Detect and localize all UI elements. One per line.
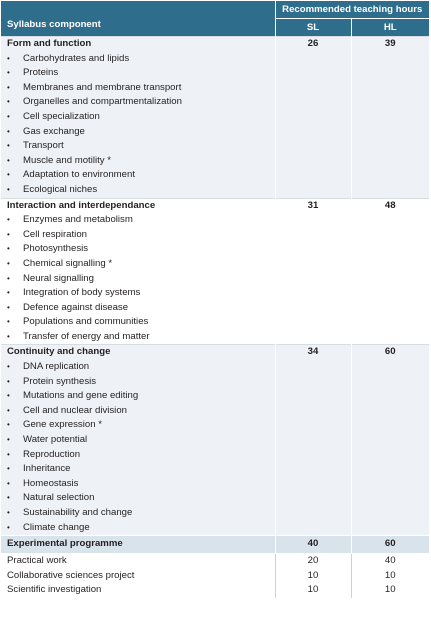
topic-row (1, 375, 429, 390)
bullet-icon: • (7, 111, 10, 121)
topic-row (1, 66, 429, 81)
topic-row (1, 213, 429, 228)
topic-label: Inheritance (23, 463, 71, 475)
topic-label: DNA replication (23, 361, 90, 373)
bullet-icon: • (7, 97, 10, 107)
header-hl: HL (351, 19, 429, 37)
topic-row (1, 389, 429, 404)
experimental-row (1, 583, 429, 598)
topic-row (1, 81, 429, 96)
topic-label: Ecological niches (23, 183, 98, 195)
topic-row (1, 242, 429, 257)
topic-row (1, 521, 429, 536)
bullet-icon: • (7, 82, 10, 92)
topic-row (1, 433, 429, 448)
bullet-icon: • (7, 522, 10, 532)
experimental-row-sl: 10 (275, 583, 351, 598)
bullet-icon: • (7, 362, 10, 372)
bullet-icon: • (7, 170, 10, 180)
topic-label: Cell respiration (23, 228, 87, 240)
bullet-icon: • (7, 449, 10, 459)
topic-row (1, 315, 429, 330)
topic-row (1, 491, 429, 506)
topic-label: Transfer of energy and matter (23, 330, 150, 342)
bullet-icon: • (7, 244, 10, 254)
experimental-row-label: Collaborative sciences project (1, 569, 275, 584)
section-continuity-and-change (1, 345, 429, 536)
section-experimental-programme (1, 536, 429, 598)
topic-label: Muscle and motility * (23, 154, 111, 166)
section-title: Form and function (1, 37, 275, 52)
bullet-icon: • (7, 391, 10, 401)
topic-label: Chemical signalling * (23, 257, 113, 269)
bullet-icon: • (7, 420, 10, 430)
bullet-icon: • (7, 273, 10, 283)
experimental-title: Experimental programme (1, 536, 275, 554)
bullet-icon: • (7, 68, 10, 78)
topic-label: Reproduction (23, 448, 81, 460)
bullet-icon: • (7, 317, 10, 327)
topic-label: Defence against disease (23, 301, 129, 313)
topic-label: Transport (23, 140, 64, 152)
bullet-icon: • (7, 258, 10, 268)
experimental-row-label: Practical work (1, 554, 275, 569)
topic-label: Proteins (23, 67, 59, 79)
topic-label: Gas exchange (23, 125, 85, 137)
section-sl-hours: 26 (275, 37, 351, 52)
topic-row (1, 448, 429, 463)
section-header-row (1, 198, 429, 213)
topic-row (1, 404, 429, 419)
section-interaction-and-interdependance (1, 198, 429, 345)
topic-label: Gene expression * (23, 419, 102, 431)
bullet-icon: • (7, 405, 10, 415)
topic-row (1, 183, 429, 198)
section-sl-hours: 31 (275, 198, 351, 213)
experimental-row-label: Scientific investigation (1, 583, 275, 598)
bullet-icon: • (7, 508, 10, 517)
topic-row (1, 110, 429, 125)
topic-label: Membranes and membrane transport (23, 81, 182, 93)
bullet-icon: • (7, 215, 10, 225)
topic-row (1, 418, 429, 433)
header-sl: SL (275, 19, 351, 37)
topic-label: Photosynthesis (23, 243, 89, 255)
bullet-icon: • (7, 155, 10, 165)
bullet-icon: • (7, 184, 10, 194)
bullet-icon: • (7, 478, 10, 488)
bullet-icon: • (7, 376, 10, 386)
bullet-icon: • (7, 229, 10, 239)
bullet-icon: • (7, 493, 10, 503)
topic-row (1, 360, 429, 375)
topic-label: Protein synthesis (23, 375, 97, 387)
header-syllabus-component: Syllabus component (1, 1, 275, 37)
section-title: Continuity and change (1, 345, 275, 360)
section-header-row (1, 37, 429, 52)
topic-row (1, 139, 429, 154)
section-title: Interaction and interdependance (1, 198, 275, 213)
topic-label: Neural signalling (23, 272, 94, 284)
topic-row (1, 272, 429, 287)
topic-label: Cell and nuclear division (23, 404, 127, 416)
topic-label: Climate change (23, 521, 90, 533)
topic-label: Natural selection (23, 492, 95, 504)
experimental-row-hl: 10 (351, 569, 429, 584)
experimental-sl-hours: 40 (275, 536, 351, 554)
section-header-row (1, 345, 429, 360)
topic-row (1, 477, 429, 492)
topic-label: Mutations and gene editing (23, 390, 139, 402)
section-hl-hours: 39 (351, 37, 429, 52)
topic-label: Water potential (23, 434, 88, 446)
syllabus-table (1, 1, 429, 598)
topic-row (1, 95, 429, 110)
section-hl-hours: 60 (351, 345, 429, 360)
table-header (1, 1, 429, 37)
bullet-icon: • (7, 53, 10, 63)
topic-row (1, 257, 429, 272)
topic-row (1, 52, 429, 67)
topic-row (1, 462, 429, 477)
topic-row (1, 286, 429, 301)
topic-row (1, 330, 429, 345)
experimental-row-sl: 10 (275, 569, 351, 584)
topic-row (1, 125, 429, 140)
experimental-row-hl: 40 (351, 554, 429, 569)
bullet-icon: • (7, 331, 10, 341)
bullet-icon: • (7, 126, 10, 136)
experimental-row (1, 569, 429, 584)
section-form-and-function (1, 37, 429, 199)
topic-row (1, 228, 429, 243)
bullet-icon: • (7, 141, 10, 151)
bullet-icon: • (7, 464, 10, 474)
experimental-row-sl: 20 (275, 554, 351, 569)
experimental-row (1, 554, 429, 569)
topic-row (1, 506, 429, 521)
topic-label: Integration of body systems (23, 287, 141, 299)
topic-label: Enzymes and metabolism (23, 214, 133, 226)
topic-row (1, 168, 429, 183)
topic-label: Organelles and compartmentalization (23, 96, 182, 108)
section-hl-hours: 48 (351, 198, 429, 213)
bullet-icon: • (7, 302, 10, 312)
topic-label: Carbohydrates and lipids (23, 52, 130, 64)
topic-label: Populations and communities (23, 316, 149, 328)
bullet-icon: • (7, 288, 10, 298)
header-recommended-hours: Recommended teaching hours (275, 1, 429, 19)
experimental-row-hl: 10 (351, 583, 429, 598)
topic-label: Homeostasis (23, 477, 79, 489)
bullet-icon: • (7, 435, 10, 445)
topic-row (1, 301, 429, 316)
topic-label: Cell specialization (23, 110, 100, 122)
topic-label: Sustainability and change (23, 507, 133, 518)
experimental-header-row (1, 536, 429, 554)
section-sl-hours: 34 (275, 345, 351, 360)
topic-label: Adaptation to environment (23, 169, 136, 181)
experimental-hl-hours: 60 (351, 536, 429, 554)
topic-row (1, 154, 429, 169)
